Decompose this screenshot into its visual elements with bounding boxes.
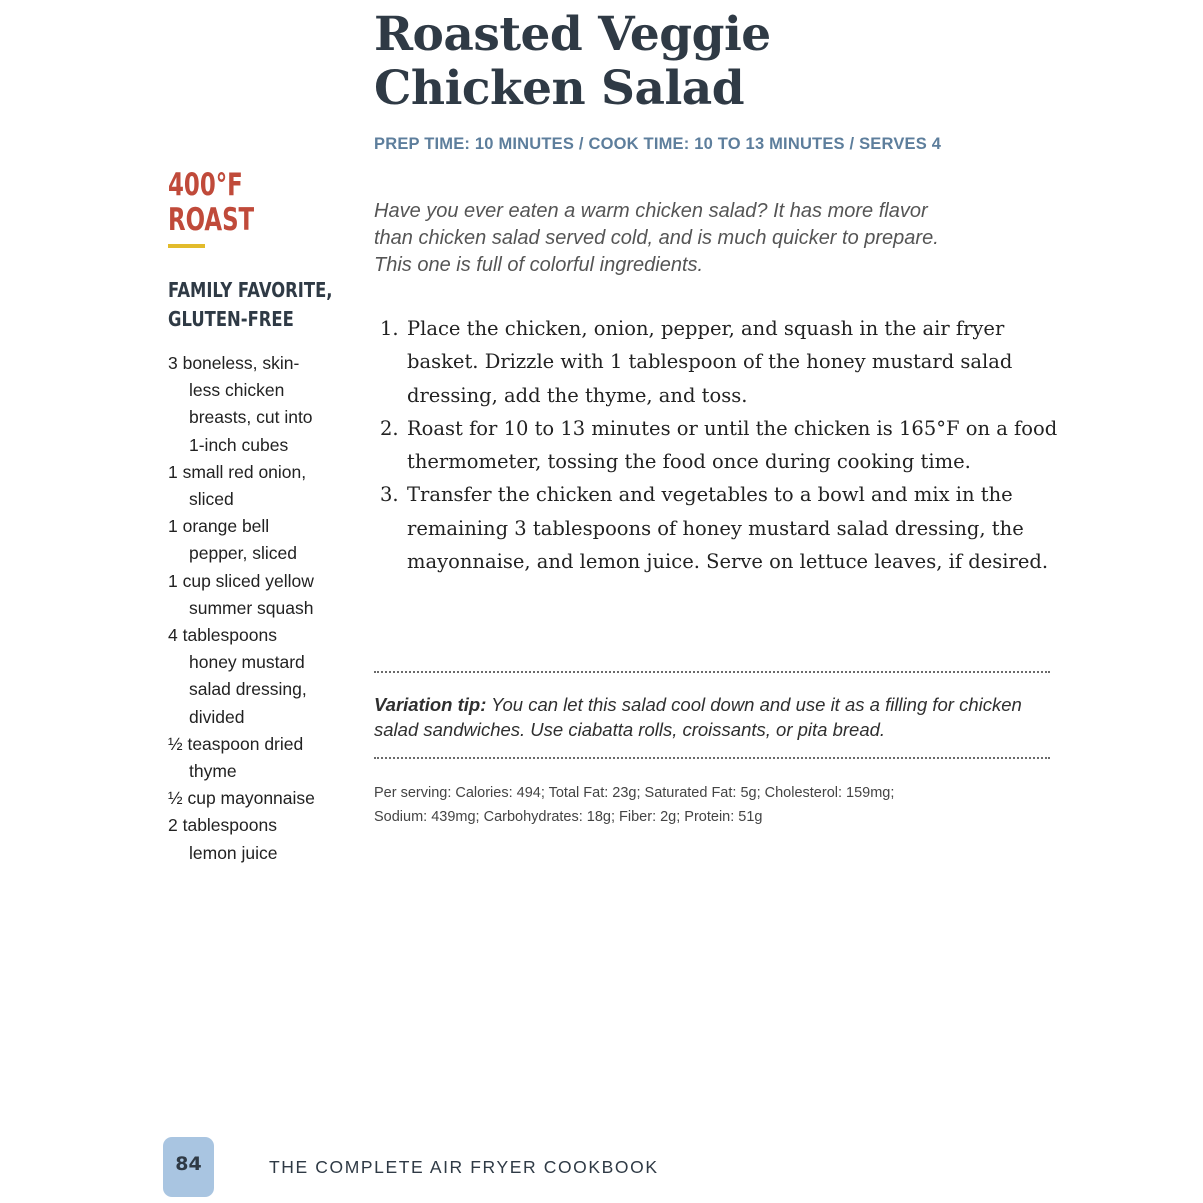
dotted-divider-top: [374, 671, 1050, 673]
ingredient-item: 1 small red onion, sliced: [168, 461, 307, 510]
tags-line1: FAMILY FAVORITE,: [168, 278, 333, 302]
ingredient-item: 1 cup sliced yellow summer squash: [168, 570, 314, 618]
page-number: 84: [175, 1153, 202, 1175]
book-title: THE COMPLETE AIR FRYER COOKBOOK: [269, 1157, 659, 1177]
nutrition-info: [374, 781, 1054, 829]
tags-line2: GLUTEN-FREE: [168, 307, 294, 331]
nutrition-line2: Sodium: 439mg; Carbohydrates: 18g; Fiber: 2g; Protein: 51g: [374, 809, 763, 825]
accent-bar: [168, 244, 205, 248]
dotted-divider-bottom: [374, 757, 1050, 759]
step-item: [374, 312, 1064, 412]
intro-line2: than chicken salad served cold, and is much quicker to prepare.: [374, 227, 939, 249]
recipe-title-line2: Chicken Salad: [374, 61, 745, 116]
step-number: 3.: [380, 483, 399, 507]
tip-label: Variation tip:: [374, 694, 487, 715]
ingredient-item: 3 boneless, skin-less chicken breasts, cut into 1-inch cubes: [168, 353, 313, 455]
ingredient-item: ½ cup mayonnaise: [168, 788, 315, 809]
step-item: [374, 412, 1064, 479]
step-text: Transfer the chicken and vegetables to a bowl and mix in the remaining 3 tablespoons of honey mustard salad dressing, the mayonnaise, and lemon juice. Serve on lettuce leaves, if desired.: [407, 483, 1049, 574]
recipe-title-line1: Roasted Veggie: [374, 7, 771, 62]
intro-line3: This one is full of colorful ingredients.: [374, 254, 704, 276]
recipe-title: [374, 8, 1074, 116]
step-item: [374, 478, 1064, 578]
ingredient-item: 1 orange bell pepper, sliced: [168, 516, 297, 564]
step-number: 1.: [380, 317, 399, 340]
temperature: 400°F: [168, 167, 243, 203]
temperature-block: [168, 168, 254, 238]
ingredient-item: 2 tablespoons lemon juice: [168, 815, 278, 863]
step-number: 2.: [380, 416, 399, 440]
steps-list: [374, 312, 1064, 578]
intro-line1: Have you ever eaten a warm chicken salad? It has more flavor: [374, 200, 928, 222]
nutrition-line1: Per serving: Calories: 494; Total Fat: 23g; Saturated Fat: 5g; Cholesterol: 159mg;: [374, 785, 895, 801]
tip-text: You can let this salad cool down and use it as a filling for chicken salad sandwiches. Use ciabatta rolls, croissants, or pita bread.: [374, 694, 1022, 740]
recipe-tags: [168, 276, 333, 334]
step-text: Roast for 10 to 13 minutes or until the chicken is 165°F on a food thermometer, tossing the food once during cooking time.: [407, 416, 1058, 474]
step-text: Place the chicken, onion, pepper, and squash in the air fryer basket. Drizzle with 1 tablespoon of the honey mustard salad dressing, add the thyme, and toss.: [407, 317, 1013, 407]
cooking-method: ROAST: [168, 202, 255, 238]
recipe-intro: [374, 198, 1054, 279]
ingredient-item: 4 tablespoons honey mustard salad dressing, divided: [168, 625, 307, 727]
ingredients-list: [168, 350, 328, 867]
variation-tip: [374, 692, 1054, 742]
recipe-meta: PREP TIME: 10 MINUTES / COOK TIME: 10 TO 13 MINUTES / SERVES 4: [374, 135, 942, 153]
ingredient-item: ½ teaspoon dried thyme: [168, 733, 304, 782]
